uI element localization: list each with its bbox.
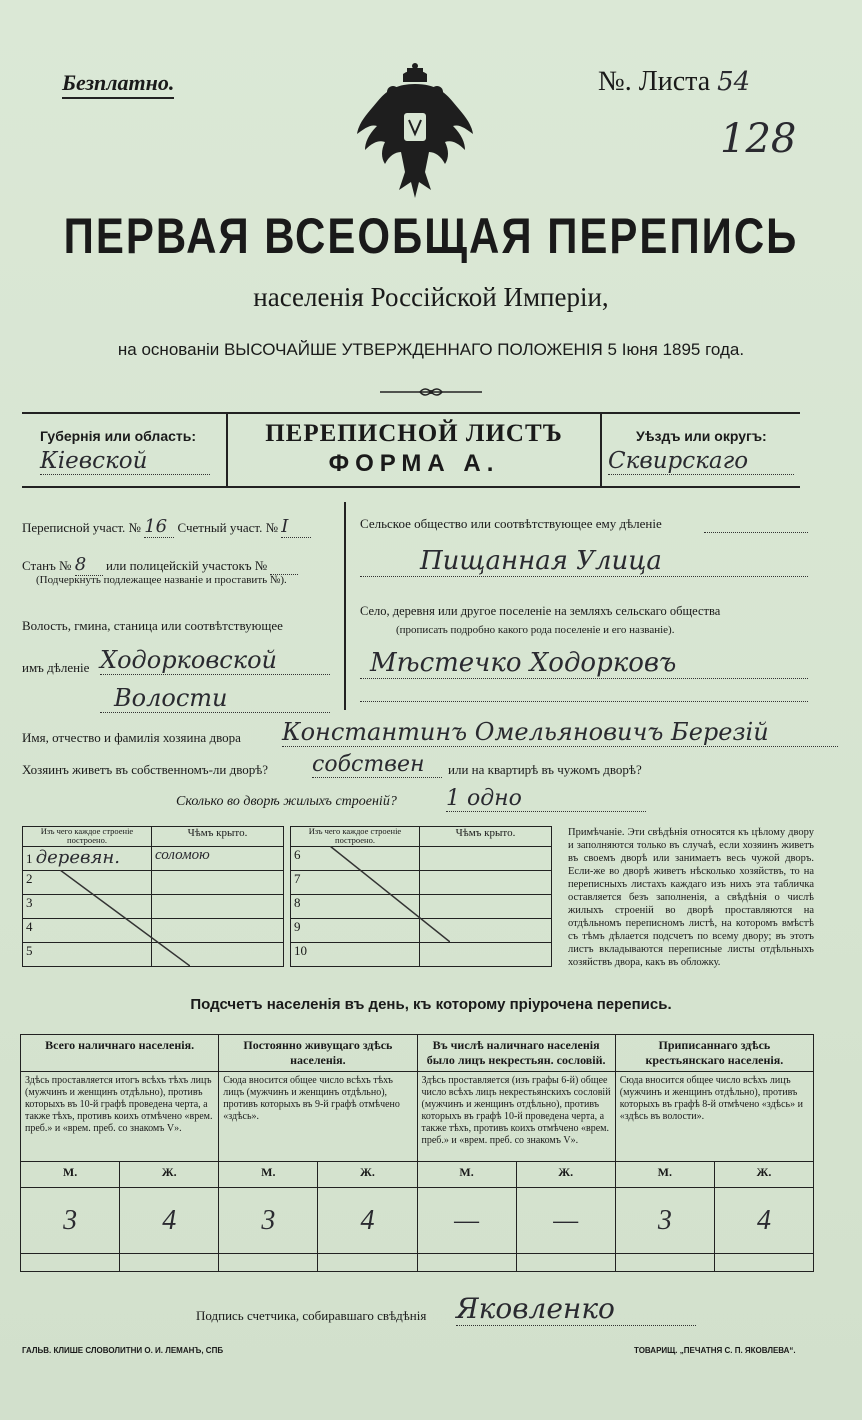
volost-label: Волость, гмина, станица или соотвѣтствующее [22, 618, 283, 633]
count-value: 3 [219, 1188, 318, 1254]
count-value: — [516, 1188, 615, 1254]
note-text: Примѣчаніе. Эти свѣдѣнія относятся къ цѣлому двору и заполняются только въ случаѣ, если хозяинъ живетъ въ своемъ дворѣ или занимаетъ весь чужой дворъ. Если-же во дворѣ живетъ нѣсколько хозяйствъ, то на переписныхъ листахъ каждаго изъ нихъ эта табличка оставляется безъ заполненія, а свѣдѣнія о числѣ жилыхъ строеній во дворѣ проставляются на отдѣльномъ переписномъ листѣ, на которомъ вмѣстѣ съ тѣмъ дѣлается подсчетъ по всему двору; въ этотъ листъ вкладываются переписные листы отдѣльныхъ хозяйствъ двора, какъ въ обложку. [568, 827, 814, 968]
strike-line-right [330, 846, 450, 942]
table-row: 2 [23, 871, 152, 895]
society-value: Пищанная Улица [360, 546, 808, 577]
sheet-number-label: №. Листа [598, 66, 711, 97]
ornament-divider-icon [380, 386, 482, 398]
sheet-number-handwritten: 54 [717, 67, 751, 97]
material-header: Изъ чего каждое строеніе построено. [23, 827, 152, 847]
form-letter: ФОРМА А. [328, 450, 500, 477]
count-col-head: Приписаннаго здѣсь крестьянскаго населенія. [615, 1035, 813, 1072]
page-subtitle: населенія Россійской Имперіи, [253, 282, 609, 312]
count-col-head: Всего наличнаго населенія. [21, 1035, 219, 1072]
gubernia-label: Губернія или область: [40, 428, 197, 444]
village-note: (прописать подробно какого рода поселеніе и его названіе). [396, 624, 675, 636]
strike-line-left [60, 870, 190, 966]
count-col-head: Въ числѣ наличнаго населенія было лицъ некрестьян. сословій. [417, 1035, 615, 1072]
table-row: 4 [23, 919, 152, 943]
signature-label: Подпись счетчика, собиравшаго свѣдѣнія [196, 1308, 427, 1323]
volost-label-2: имъ дѣленіе [22, 660, 90, 675]
footer-right: ТОВАРИЩ. „ПЕЧАТНЯ С. П. ЯКОВЛЕВА“. [634, 1346, 796, 1355]
count-value: 3 [21, 1188, 120, 1254]
table-row: 8 [291, 895, 420, 919]
count-col-desc: Здѣсь проставляется (изъ графы 6-й) общее число всѣхъ лицъ некрестьянскихъ сословій (мужчинъ и женщинъ отдѣльно), противъ которыхъ въ графѣ 10-й проведена черта, а также тѣхъ, противъ коихъ отмѣчено «врем. преб.» и «врем. преб. со знакомъ V». [417, 1072, 615, 1162]
table-row: 9 [291, 919, 420, 943]
village-value: Мѣстечко Ходорковъ [360, 648, 808, 679]
uezd-label: Уѣздъ или округъ: [636, 428, 767, 444]
roof-header: Чѣмъ крыто. [152, 827, 284, 847]
owner-lives-value: собствен [312, 752, 442, 778]
sheet-number-handwritten-2: 128 [720, 116, 797, 162]
volost-value-2: Волости [100, 684, 330, 713]
uezd-value: Сквирскаго [608, 448, 794, 475]
buildings-value: 1 одно [446, 786, 646, 812]
population-count-table: Всего наличнаго населенія. Постоянно живущаго здѣсь населенія. Въ числѣ наличнаго населенія было лицъ некрестьян. сословій. Приписаннаго здѣсь крестьянскаго населенія. Здѣсь проставляется итогъ всѣхъ тѣхъ лицъ (мужчинъ и женщинъ отдѣльно), противъ которыхъ въ 10-й графѣ проведена черта, а также тѣхъ, противъ коихъ отмѣчено «врем. преб.» и «врем. преб. со знакомъ V». Сюда вносится общее число всѣхъ тѣхъ лицъ (мужчинъ и женщинъ отдѣльно), противъ которыхъ въ 9-й графѣ отмѣчено «здѣсь». Здѣсь проставляется (изъ графы 6-й) общее число всѣхъ лицъ некрестьянскихъ сословій (мужчинъ и женщинъ отдѣльно), противъ которыхъ въ графѣ 10-й проведена черта, а также тѣхъ, противъ коихъ отмѣчено «врем. преб.» и «врем. преб. со знакомъ V». Сюда вносится общее число всѣхъ лицъ (мужчинъ и женщинъ отдѣльно), противъ которыхъ въ графѣ 8-й отмѣчено «здѣсь» и «здѣсь въ волости». М. Ж. М. Ж. М. Ж. М. Ж. 3 4 3 4 — — 3 4 [20, 1034, 814, 1272]
form-title: ПЕРЕПИСНОЙ ЛИСТЪ [265, 420, 563, 447]
stan-note: (Подчеркнуть подлежащее названіе и проставить №). [36, 574, 287, 586]
buildings-label: Сколько во дворѣ жилыхъ строеній? [176, 794, 397, 809]
table-row: 6 [291, 847, 420, 871]
count-col-desc: Здѣсь проставляется итогъ всѣхъ тѣхъ лицъ (мужчинъ и женщинъ отдѣльно), противъ которыхъ въ 10-й графѣ проведена черта, а также тѣхъ, противъ коихъ отмѣчено «врем. преб.» и «врем. преб. со знакомъ V». [21, 1072, 219, 1162]
owner-name-label: Имя, отчество и фамилія хозяина двора [22, 730, 241, 745]
table-row: 10 [291, 943, 420, 967]
village-label: Село, деревня или другое поселеніе на земляхъ сельскаго общества [360, 604, 721, 618]
buildings-table-left: Изъ чего каждое строеніе построено. Чѣмъ крыто. 1 деревян. соломою 2 3 4 5 [22, 826, 284, 967]
count-col-head: Постоянно живущаго здѣсь населенія. [219, 1035, 417, 1072]
count-title: Подсчетъ населенія въ день, къ которому пріурочена перепись. [190, 996, 672, 1013]
footer-left: ГАЛЬВ. КЛИШЕ СЛОВОЛИТНИ О. И. ЛЕМАНЪ, СПБ [22, 1346, 224, 1355]
count-value: 3 [615, 1188, 714, 1254]
double-headed-eagle-emblem-icon [355, 62, 475, 202]
table-row: 7 [291, 871, 420, 895]
owner-lives-label-2: или на квартирѣ въ чужомъ дворѣ? [448, 762, 642, 777]
sheet-number [598, 66, 750, 98]
count-value: 4 [318, 1188, 417, 1254]
count-value: 4 [120, 1188, 219, 1254]
owner-name-value: Константинъ Омельяновичъ Березій [282, 718, 838, 747]
society-label: Сельское общество или соотвѣтствующее ему дѣленіе [360, 516, 662, 531]
signature-value: Яковленко [456, 1292, 696, 1326]
count-col-desc: Сюда вносится общее число всѣхъ тѣхъ лицъ (мужчинъ и женщинъ отдѣльно), противъ которыхъ въ 9-й графѣ отмѣчено «здѣсь». [219, 1072, 417, 1162]
legal-basis-line: на основаніи ВЫСОЧАЙШЕ УТВЕРЖДЕННАГО ПОЛОЖЕНІЯ 5 Іюня 1895 года. [117, 340, 745, 359]
gubernia-value: Кіевской [40, 448, 210, 475]
page-title: ПЕРВАЯ ВСЕОБЩАЯ ПЕРЕПИСЬ [63, 207, 799, 264]
count-col-desc: Сюда вносится общее число всѣхъ лицъ (мужчинъ и женщинъ отдѣльно), противъ которыхъ въ графѣ 8-й отмѣчено «здѣсь» и «здѣсь въ волости». [615, 1072, 813, 1162]
table-row: 1 деревян. [23, 847, 152, 871]
table-row: 3 [23, 895, 152, 919]
census-section-field: Переписной участ. № 16 Счетный участ. № I [22, 516, 311, 538]
count-value: 4 [714, 1188, 813, 1254]
buildings-table-right: Изъ чего каждое строеніе построено. Чѣмъ крыто. 6 7 8 9 10 [290, 826, 552, 967]
owner-lives-label: Хозяинъ живетъ въ собственномъ-ли дворѣ? [22, 762, 269, 777]
count-value: — [417, 1188, 516, 1254]
stan-field: Станъ № 8 или полицейскій участокъ № [22, 554, 298, 576]
volost-value: Ходорковской [100, 646, 330, 675]
free-of-charge-label: Безплатно. [62, 70, 174, 99]
table-row: 5 [23, 943, 152, 967]
